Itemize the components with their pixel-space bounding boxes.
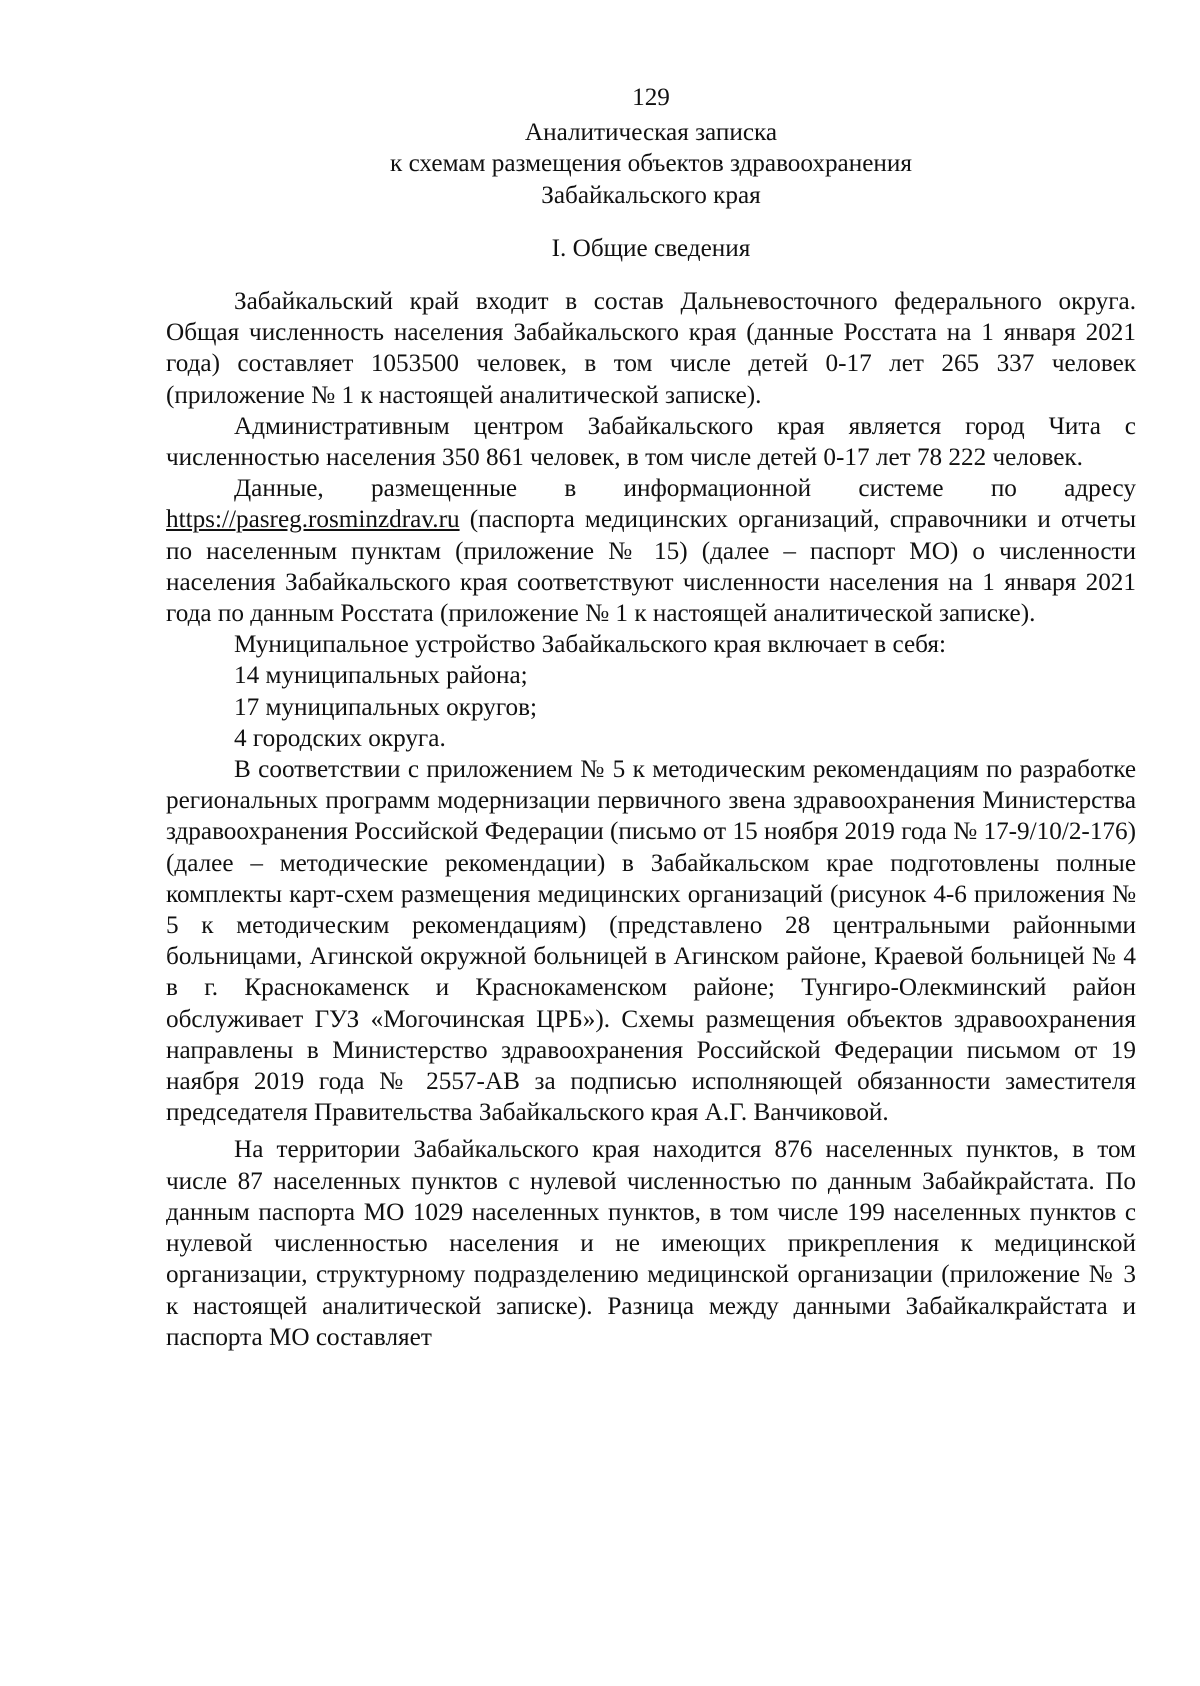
list-item-municipal-okrugs: 17 муниципальных округов; <box>234 693 538 721</box>
title-line-1: Аналитическая записка <box>524 119 778 147</box>
document-page <box>166 82 1136 1353</box>
document-title <box>166 117 1136 211</box>
page-number: 129 <box>632 84 670 111</box>
paragraph-schemes: В соответствии с приложением № 5 к методическим рекомендациям по разработке региональных программ модернизации первичного звена здравоохранения Министерства здравоохранения Российской Федерации (письмо от 15 ноября 2019 года № 17-9/10/2-176) (далее – методические рекомендации) в Забайкальском крае подготовлены полные комплекты карт-схем размещения медицинских организаций (рисунок 4-6 приложения № 5 к методическим рекомендациям) (представлено 28 центральными районными больницами, Агинской окружной больницей в Агинском районе, Краевой больницей № 4 в г. Краснокаменск и Краснокаменском районе; Тунгиро-Олекминский район обслуживает ГУЗ «Могочинская ЦРБ»). Схемы размещения объектов здравоохранения направлены в Министерство здравоохранения Российской Федерации письмом от 19 наября 2019 года № 2557-АВ за подписью исполняющей обязанности заместителя председателя Правительства Забайкальского края А.Г. Ванчиковой. <box>166 756 1136 1127</box>
paragraph-settlements: На территории Забайкальского края находится 876 населенных пунктов, в том числе 87 населенных пунктов с нулевой численностью по данным Забайкрайстата. По данным паспорта МО 1029 населенных пунктов, в том числе 199 населенных пунктов с нулевой численностью населения и не имеющих прикрепления к медицинской организации, структурному подразделению медицинской организации (приложение № 3 к настоящей аналитической записке). Разница между данными Забайкалкрайстата и паспорта МО составляет <box>166 1136 1136 1351</box>
paragraph-municipal-structure: Муниципальное устройство Забайкальского края включает в себя: <box>234 631 946 659</box>
title-line-3: Забайкальского края <box>541 181 761 209</box>
title-line-2: к схемам размещения объектов здравоохранения <box>390 150 912 178</box>
paragraph-passport-text-after: (паспорта медицинских организаций, справочники и отчеты по населенным пунктам (приложение № 15) (далее – паспорт МО) о численности населения Забайкальского края соответствуют численности населения на 1 января 2021 года по данным Росстата (приложение № 1 к настоящей аналитической записке). <box>166 506 1136 628</box>
section-heading: I. Общие сведения <box>551 234 751 262</box>
paragraph-passport-text-before: Данные, размещенные в информационной системе по адресу <box>234 475 1136 503</box>
paragraph-population: Забайкальский край входит в состав Дальневосточного федерального округа. Общая численность населения Забайкальского края (данные Росстата на 1 января 2021 года) составляет 1053500 человек, в том числе детей 0-17 лет 265 337 человек (приложение № 1 к настоящей аналитической записке). <box>166 288 1136 409</box>
pasreg-link[interactable]: https://pasreg.rosminzdrav.ru <box>166 506 460 534</box>
list-item-districts: 14 муниципальных района; <box>234 662 528 690</box>
list-item-city-okrugs: 4 городских округа. <box>234 724 446 752</box>
paragraph-passport-data <box>166 473 1136 629</box>
paragraph-admin-center: Административным центром Забайкальского края является город Чита с численностью населения 350 861 человек, в том числе детей 0-17 лет 78 222 человек. <box>166 412 1136 472</box>
document-body <box>166 286 1136 1353</box>
